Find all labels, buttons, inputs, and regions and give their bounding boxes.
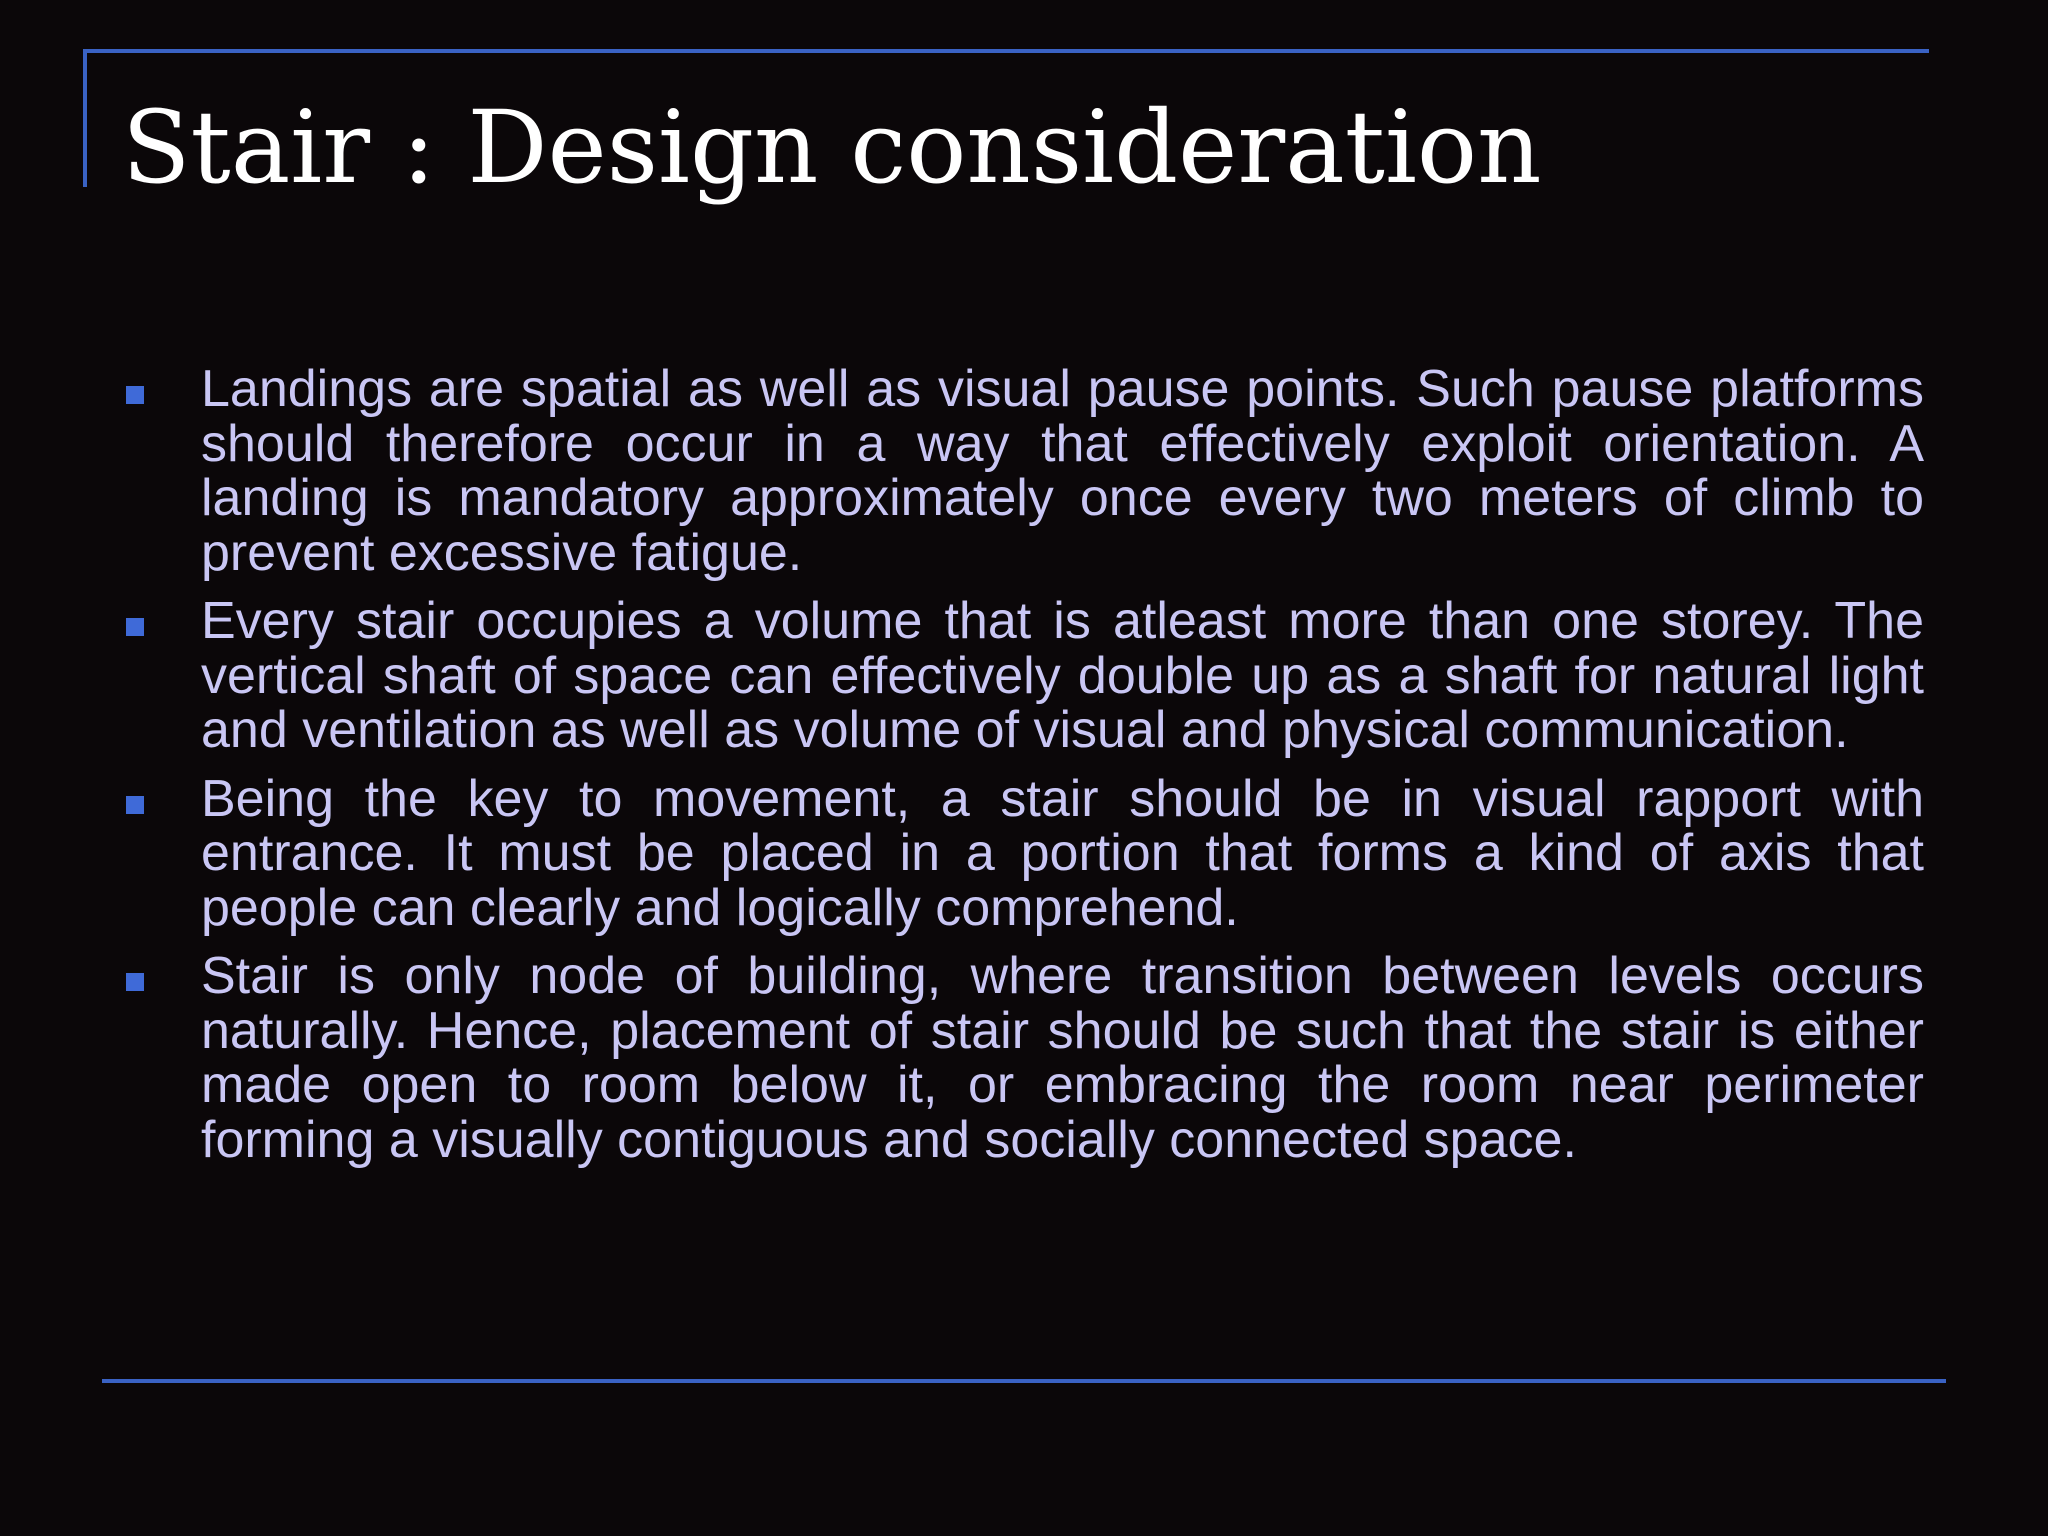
square-bullet-icon <box>126 796 144 814</box>
bullet-text: Being the key to movement, a stair should be in visual rapport with entrance. It must be placed in a portion that forms a kind of axis that people can clearly and logically comprehend. <box>201 769 1924 937</box>
bullet-item <box>118 769 1924 937</box>
square-bullet-icon <box>126 973 144 991</box>
square-bullet-icon <box>126 618 144 636</box>
bullet-item <box>118 594 1924 758</box>
top-accent-rule <box>83 49 1929 53</box>
square-bullet-icon <box>126 386 144 404</box>
bullet-text: Every stair occupies a volume that is atleast more than one storey. The vertical shaft of space can effectively double up as a shaft for natural light and ventilation as well as volume of visual and physical communication. <box>201 592 1924 759</box>
left-accent-rule <box>83 49 87 187</box>
bullet-text: Stair is only node of building, where transition between levels occurs naturally. Hence, placement of stair should be such that the stair is either made open to room below it, or embracing the room near perimeter forming a visually contiguous and socially connected space. <box>201 947 1924 1169</box>
bullet-text: Landings are spatial as well as visual pause points. Such pause platforms should therefore occur in a way that effectively exploit orientation. A landing is mandatory approximately once every two meters of climb to prevent excessive fatigue. <box>201 360 1924 582</box>
bullet-list <box>118 362 1924 1181</box>
slide-title: Stair : Design consideration <box>122 89 1542 206</box>
bullet-item <box>118 362 1924 580</box>
bullet-item <box>118 949 1924 1167</box>
bottom-accent-rule <box>102 1379 1946 1383</box>
